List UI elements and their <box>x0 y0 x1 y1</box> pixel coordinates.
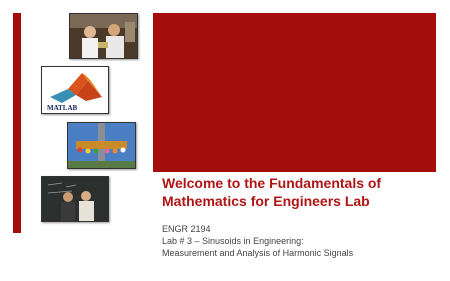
lab-line: Lab # 3 – Sinusoids in Engineering: <box>162 236 304 246</box>
slide-subtitle <box>162 223 447 259</box>
title-line-1: Welcome to the Fundamentals of <box>162 175 382 191</box>
matlab-logo-text: MATLAB <box>47 104 78 112</box>
photo-lab-students-icon <box>69 13 138 59</box>
photo-ride-tower-icon <box>67 122 136 169</box>
course-code: ENGR 2194 <box>162 224 211 234</box>
title-line-2: Mathematics for Engineers Lab <box>162 193 370 209</box>
photo-chalkboard-icon <box>41 176 109 222</box>
topic-line: Measurement and Analysis of Harmonic Signals <box>162 248 354 258</box>
matlab-logo-icon <box>41 66 109 114</box>
title-banner <box>153 13 436 172</box>
left-accent-bar <box>13 13 21 233</box>
slide-title <box>162 174 442 210</box>
